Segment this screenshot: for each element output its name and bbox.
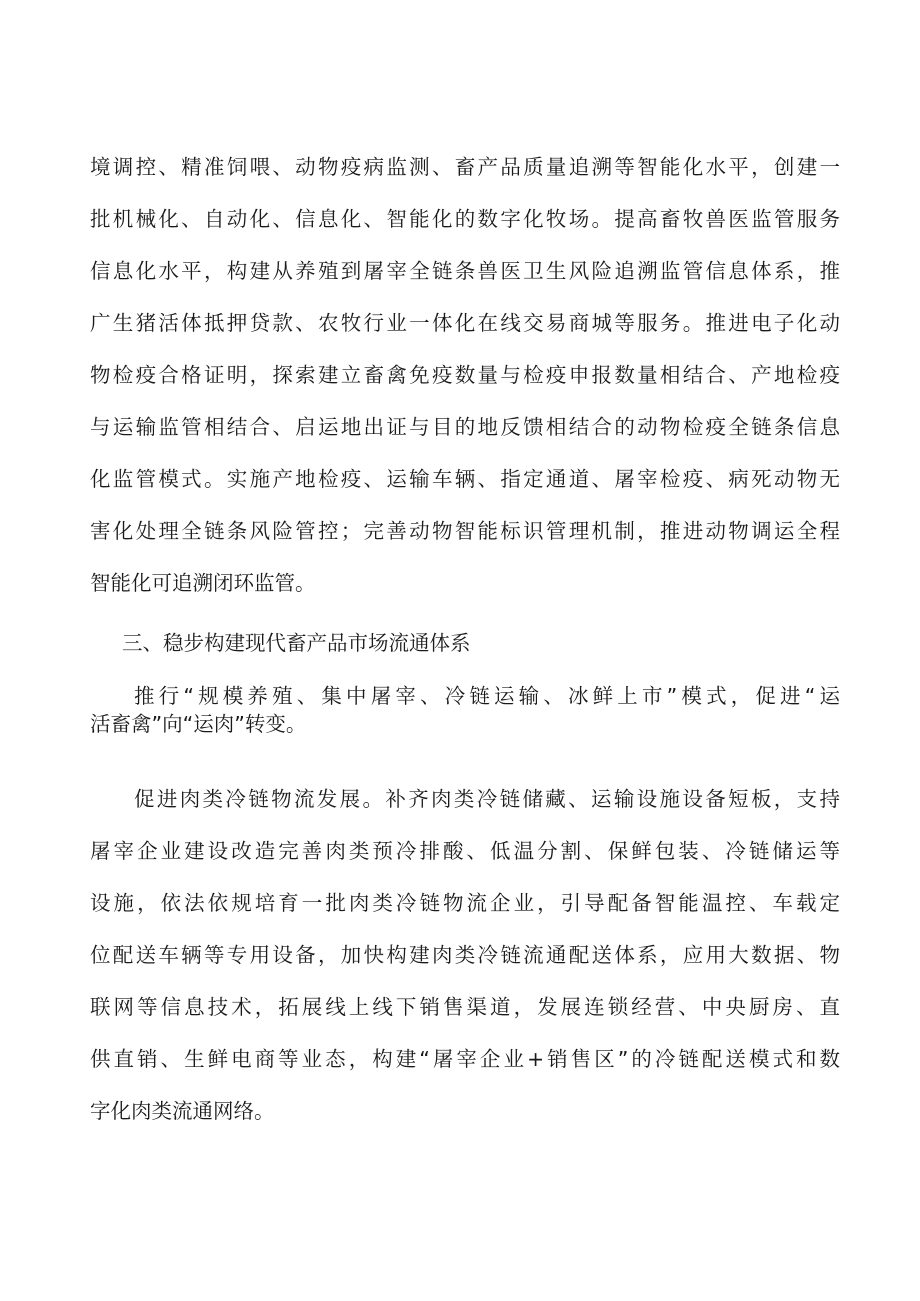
paragraph-line: 联网等信息技术，拓展线上线下销售渠道，发展连锁经营、中央厨房、直 xyxy=(90,995,840,1019)
paragraph-line: 批机械化、自动化、信息化、智能化的数字化牧场。提高畜牧兽医监管服务 xyxy=(90,207,840,231)
section-heading: 三、稳步构建现代畜产品市场流通体系 xyxy=(122,631,471,655)
paragraph-line: 位配送车辆等专用设备，加快构建肉类冷链流通配送体系，应用大数据、物 xyxy=(90,943,840,967)
paragraph-line: 广生猪活体抵押贷款、农牧行业一体化在线交易商城等服务。推进电子化动 xyxy=(90,311,840,335)
paragraph-line: 供直销、生鲜电商等业态，构建“屠宰企业+销售区”的冷链配送模式和数 xyxy=(90,1047,840,1071)
paragraph-line: 设施，依法依规培育一批肉类冷链物流企业，引导配备智能温控、车载定 xyxy=(90,891,840,915)
paragraph-line: 境调控、精准饲喂、动物疫病监测、畜产品质量追溯等智能化水平，创建一 xyxy=(90,155,840,179)
paragraph-line: 物检疫合格证明，探索建立畜禽免疫数量与检疫申报数量相结合、产地检疫 xyxy=(90,363,840,387)
paragraph-line: 屠宰企业建设改造完善肉类预冷排酸、低温分割、保鲜包装、冷链储运等 xyxy=(90,839,840,863)
paragraph-line: 字化肉类流通网络。 xyxy=(90,1099,275,1123)
paragraph-line: 与运输监管相结合、启运地出证与目的地反馈相结合的动物检疫全链条信息 xyxy=(90,415,840,439)
paragraph-line: 化监管模式。实施产地检疫、运输车辆、指定通道、屠宰检疫、病死动物无 xyxy=(90,467,840,491)
paragraph-line: 信息化水平，构建从养殖到屠宰全链条兽医卫生风险追溯监管信息体系，推 xyxy=(90,259,840,283)
paragraph-line: 促进肉类冷链物流发展。补齐肉类冷链储藏、运输设施设备短板，支持 xyxy=(134,787,840,811)
paragraph-line: 智能化可追溯闭环监管。 xyxy=(90,571,316,595)
intro-line: 推行“规模养殖、集中屠宰、冷链运输、冰鲜上市”模式，促进“运 xyxy=(134,684,840,708)
paragraph-line: 害化处理全链条风险管控；完善动物智能标识管理机制，推进动物调运全程 xyxy=(90,519,840,543)
intro-line: 活畜禽”向“运肉”转变。 xyxy=(90,712,307,736)
